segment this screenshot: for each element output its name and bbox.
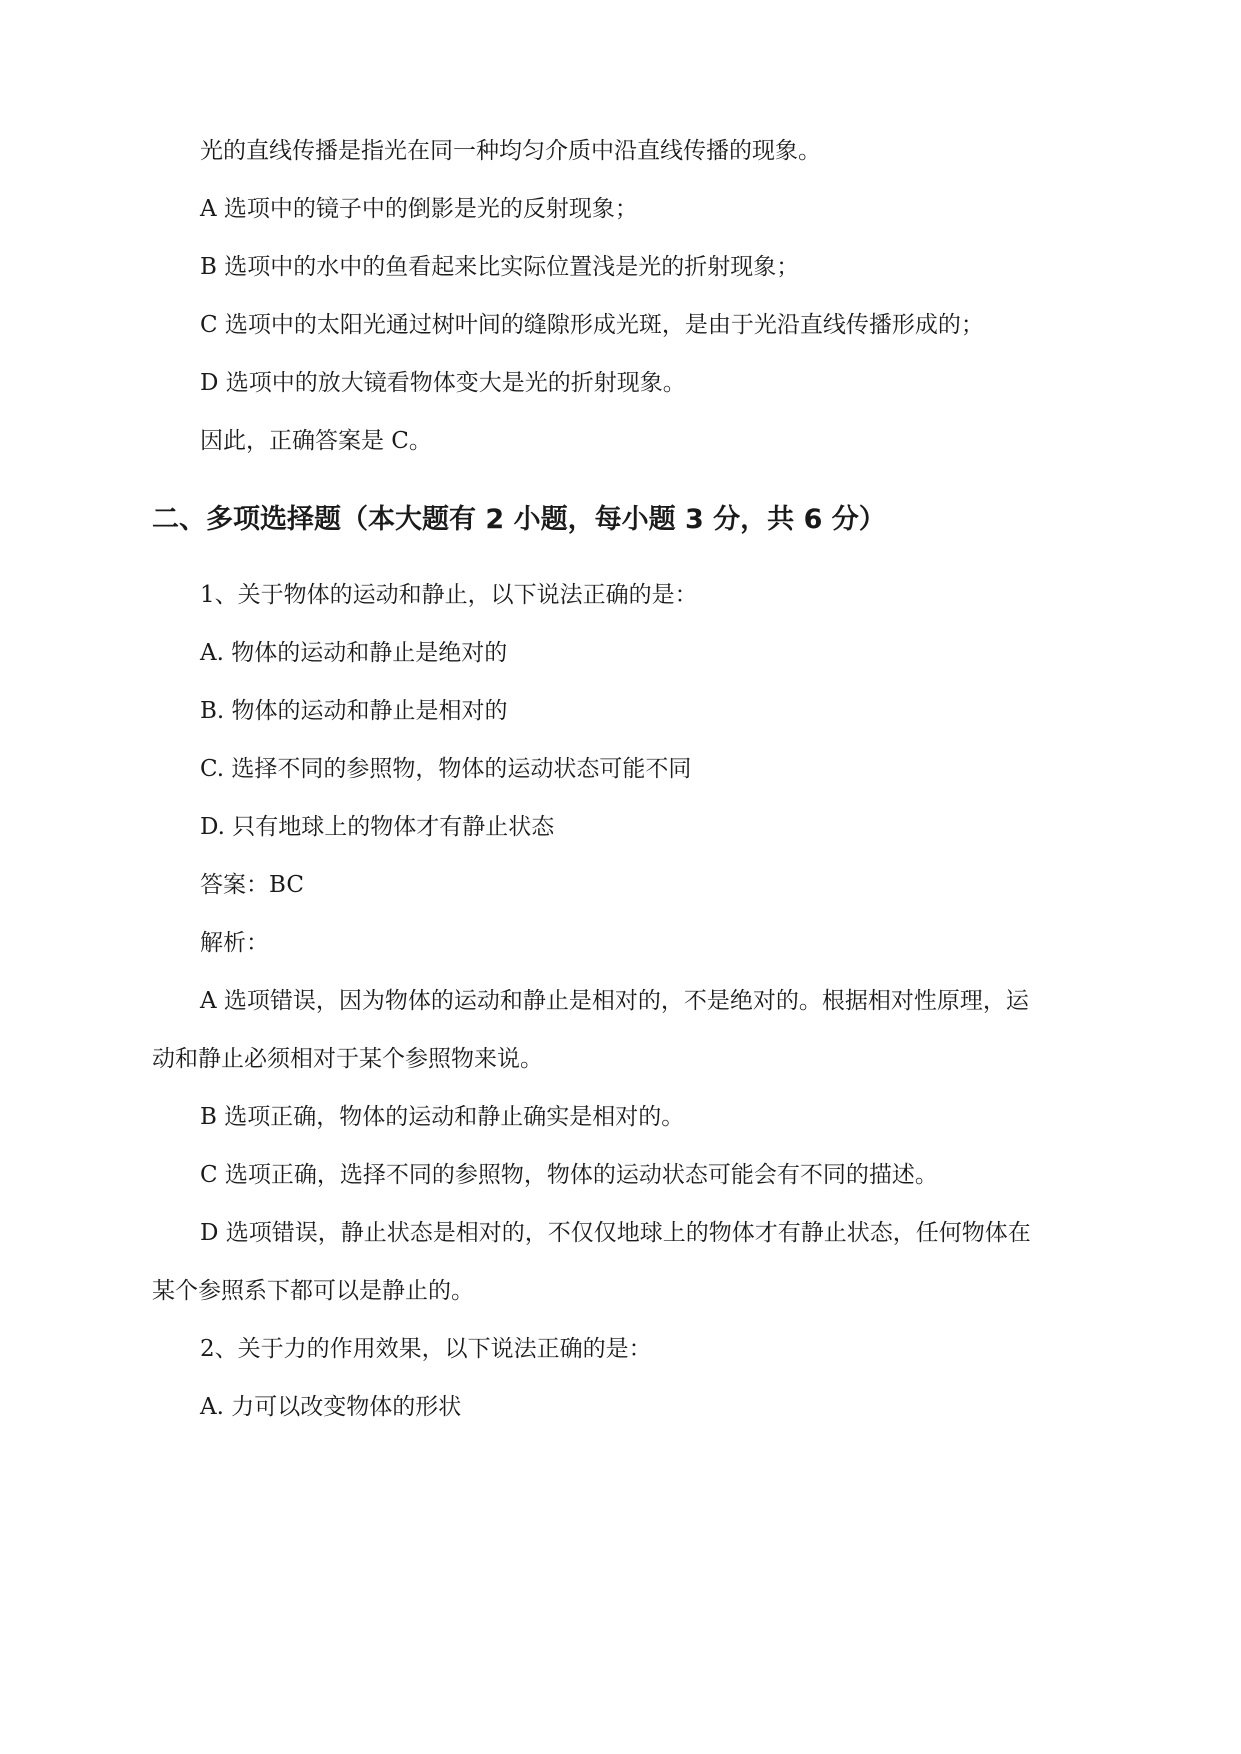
question-1-analysis-label: 解析： (200, 930, 269, 956)
question-1-option-a: A. 物体的运动和静止是绝对的 (200, 640, 508, 666)
explanation-paragraph-2: A 选项中的镜子中的倒影是光的反射现象； (200, 196, 638, 222)
explanation-paragraph-1: 光的直线传播是指光在同一种均匀介质中沿直线传播的现象。 (200, 138, 821, 164)
analysis-d-line-2: 某个参照系下都可以是静止的。 (152, 1278, 474, 1304)
analysis-c: C 选项正确，选择不同的参照物，物体的运动状态可能会有不同的描述。 (200, 1162, 938, 1188)
question-1-option-b: B. 物体的运动和静止是相对的 (200, 698, 508, 724)
explanation-paragraph-3: B 选项中的水中的鱼看起来比实际位置浅是光的折射现象； (200, 254, 800, 280)
explanation-conclusion: 因此，正确答案是 C。 (200, 428, 432, 454)
section-heading: 二、多项选择题（本大题有 2 小题，每小题 3 分，共 6 分） (152, 504, 886, 535)
question-1-option-c: C. 选择不同的参照物，物体的运动状态可能不同 (200, 756, 692, 782)
question-2-stem: 2、关于力的作用效果，以下说法正确的是： (200, 1336, 652, 1362)
question-2-option-a: A. 力可以改变物体的形状 (200, 1394, 462, 1420)
question-1-option-d: D. 只有地球上的物体才有静止状态 (200, 814, 555, 840)
analysis-a-line-2: 动和静止必须相对于某个参照物来说。 (152, 1046, 543, 1072)
question-1-answer: 答案：BC (200, 872, 304, 898)
analysis-b: B 选项正确，物体的运动和静止确实是相对的。 (200, 1104, 685, 1130)
analysis-a-line-1: A 选项错误，因为物体的运动和静止是相对的，不是绝对的。根据相对性原理，运 (200, 988, 1029, 1014)
explanation-paragraph-5: D 选项中的放大镜看物体变大是光的折射现象。 (200, 370, 686, 396)
analysis-d-line-1: D 选项错误，静止状态是相对的，不仅仅地球上的物体才有静止状态，任何物体在 (200, 1220, 1031, 1246)
question-1-stem: 1、关于物体的运动和静止，以下说法正确的是： (200, 582, 698, 608)
explanation-paragraph-4: C 选项中的太阳光通过树叶间的缝隙形成光斑，是由于光沿直线传播形成的； (200, 312, 984, 338)
